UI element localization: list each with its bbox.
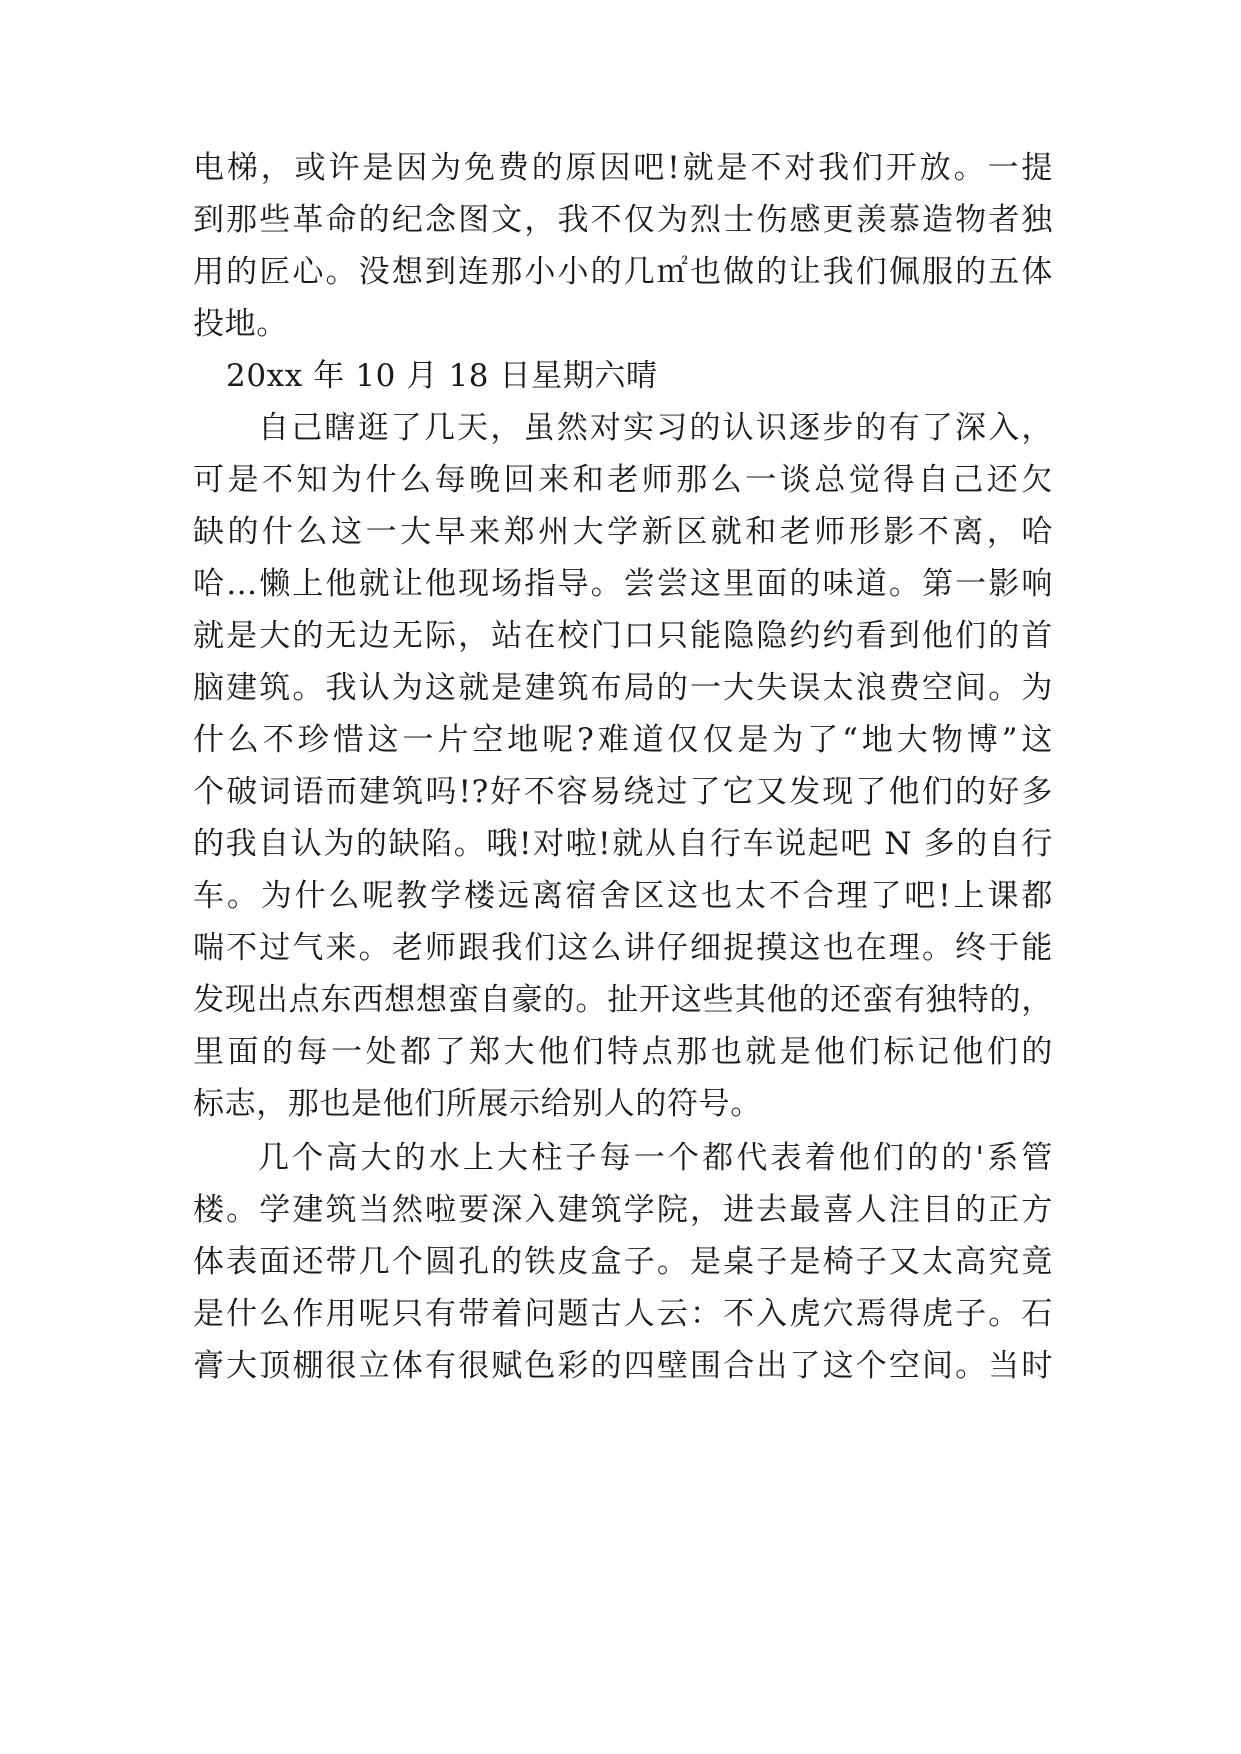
- text-line-12: 什么不珍惜这一片空地呢?难道仅仅是为了“地大物博”这: [193, 722, 1053, 758]
- text-line-18: 里面的每一处都了郑大他们特点那也就是他们标记他们的: [193, 1034, 1053, 1070]
- text-line-3: 用的匠心。没想到连那小小的几㎡也做的让我们佩服的五体: [193, 254, 1053, 290]
- text-line-2: 到那些革命的纪念图文，我不仅为烈士伤感更羡慕造物者独: [193, 202, 1053, 238]
- text-line-9: 哈…懒上他就让他现场指导。尝尝这里面的味道。第一影响: [193, 566, 1053, 602]
- text-line-13: 个破词语而建筑吗!?好不容易绕过了它又发现了他们的好多: [193, 774, 1053, 810]
- text-line-21: 楼。学建筑当然啦要深入建筑学院，进去最喜人注目的正方: [193, 1192, 1053, 1228]
- text-line-7: 可是不知为什么每晚回来和老师那么一谈总觉得自己还欠: [193, 462, 1053, 498]
- text-line-23: 是什么作用呢只有带着问题古人云：不入虎穴焉得虎子。石: [193, 1296, 1053, 1332]
- text-line-1: 电梯，或许是因为免费的原因吧!就是不对我们开放。一提: [193, 150, 1053, 186]
- text-line-11: 脑建筑。我认为这就是建筑布局的一大失误太浪费空间。为: [193, 670, 1053, 706]
- text-line-19: 标志，那也是他们所展示给别人的符号。: [193, 1086, 762, 1122]
- text-line-16: 喘不过气来。老师跟我们这么讲仔细捉摸这也在理。终于能: [193, 930, 1053, 966]
- text-line-8: 缺的什么这一大早来郑州大学新区就和老师形影不离，哈: [193, 514, 1053, 550]
- text-line-15: 车。为什么呢教学楼远离宿舍区这也太不合理了吧!上课都: [193, 878, 1053, 914]
- text-line-4: 投地。: [193, 306, 288, 342]
- text-line-20: 几个高大的水上大柱子每一个都代表着他们的的'系管: [258, 1140, 1053, 1176]
- text-line-14: 的我自认为的缺陷。哦!对啦!就从自行车说起吧 N 多的自行: [193, 826, 1053, 862]
- text-line-24: 膏大顶棚很立体有很赋色彩的四壁围合出了这个空间。当时: [193, 1348, 1053, 1384]
- text-line-6: 自己瞎逛了几天，虽然对实习的认识逐步的有了深入，: [258, 410, 1053, 446]
- text-line-22: 体表面还带几个圆孔的铁皮盒子。是桌子是椅子又太高究竟: [193, 1244, 1053, 1280]
- text-line-17: 发现出点东西想想蛮自豪的。扯开这些其他的还蛮有独特的，: [193, 982, 1053, 1018]
- text-line-10: 就是大的无边无际，站在校门口只能隐隐约约看到他们的首: [193, 618, 1053, 654]
- diary-date-heading: 20xx 年 10 月 18 日星期六晴: [226, 358, 658, 394]
